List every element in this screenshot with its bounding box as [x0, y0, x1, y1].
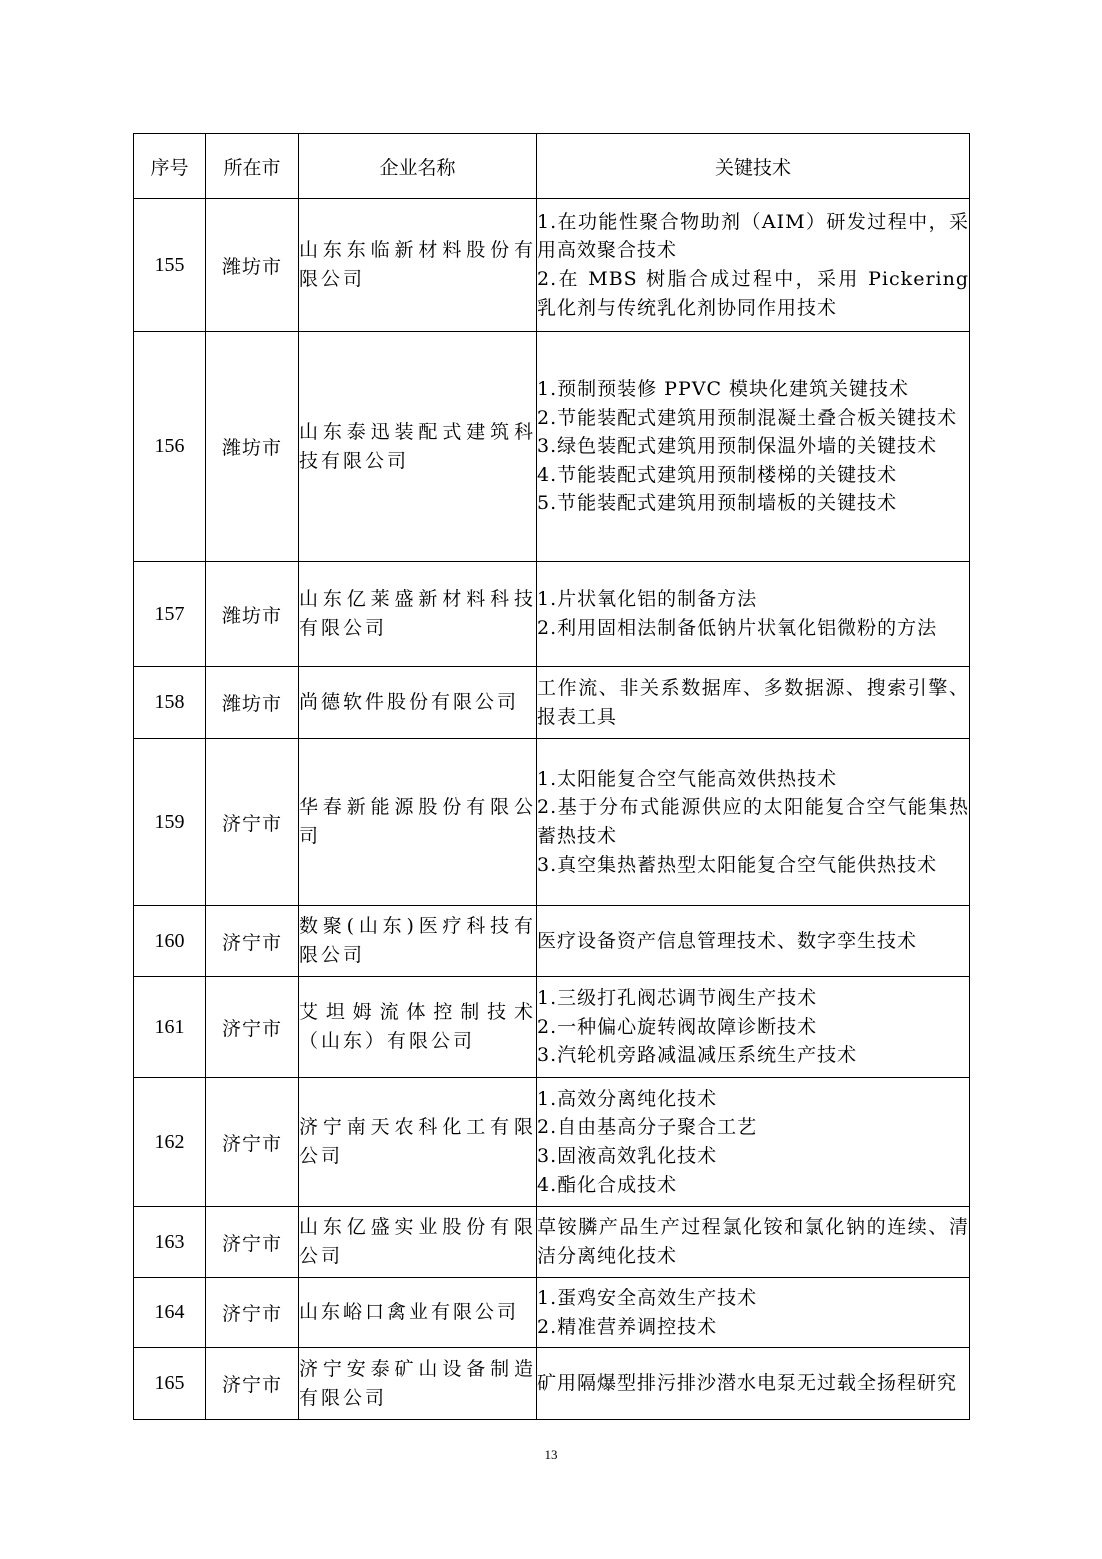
- technology-item: 草铵膦产品生产过程氯化铵和氯化钠的连续、清洁分离纯化技术: [537, 1216, 969, 1267]
- company-name-cell: 山东亿莱盛新材料科技有限公司: [299, 562, 537, 667]
- table-row: [134, 739, 970, 906]
- table-row: [134, 1078, 970, 1207]
- key-technology-table: [133, 133, 970, 1420]
- technology-item: 4.节能装配式建筑用预制楼梯的关键技术: [537, 463, 898, 486]
- city-cell: 潍坊市: [206, 199, 299, 332]
- key-technology-cell: [537, 562, 970, 667]
- technology-item: 矿用隔爆型排污排沙潜水电泵无过载全扬程研究: [537, 1372, 958, 1395]
- technology-item: 2.节能装配式建筑用预制混凝土叠合板关键技术: [537, 406, 958, 429]
- technology-item: 5.节能装配式建筑用预制墙板的关键技术: [537, 492, 898, 515]
- key-technology-cell: [537, 977, 970, 1078]
- city-cell: 济宁市: [206, 1078, 299, 1207]
- technology-item: 医疗设备资产信息管理技术、数字孪生技术: [537, 929, 918, 952]
- technology-item: 1.片状氧化铝的制备方法: [537, 588, 758, 611]
- table-row: [134, 1278, 970, 1348]
- serial-number-cell: 158: [134, 667, 206, 739]
- city-cell: 济宁市: [206, 977, 299, 1078]
- city-cell: 济宁市: [206, 1348, 299, 1420]
- serial-number-cell: 162: [134, 1078, 206, 1207]
- technology-item: 3.真空集热蓄热型太阳能复合空气能供热技术: [537, 853, 938, 876]
- technology-item: 2.精准营养调控技术: [537, 1315, 718, 1338]
- table-row: [134, 332, 970, 562]
- technology-item: 1.三级打孔阀芯调节阀生产技术: [537, 987, 818, 1010]
- company-name-cell: 山东亿盛实业股份有限公司: [299, 1207, 537, 1278]
- table-row: [134, 1207, 970, 1278]
- technology-item: 2.自由基高分子聚合工艺: [537, 1116, 758, 1139]
- table-header-row: [134, 134, 970, 199]
- serial-number-cell: 165: [134, 1348, 206, 1420]
- table-body: [134, 199, 970, 1420]
- header-serial-number: 序号: [134, 134, 206, 199]
- city-cell: 潍坊市: [206, 332, 299, 562]
- table-row: [134, 977, 970, 1078]
- technology-item: 1.预制预装修 PPVC 模块化建筑关键技术: [537, 378, 910, 401]
- header-city: 所在市: [206, 134, 299, 199]
- key-technology-cell: [537, 1278, 970, 1348]
- serial-number-cell: 160: [134, 906, 206, 977]
- key-technology-cell: [537, 906, 970, 977]
- technology-item: 1.蛋鸡安全高效生产技术: [537, 1286, 758, 1309]
- table-row: [134, 199, 970, 332]
- key-technology-cell: [537, 332, 970, 562]
- serial-number-cell: 157: [134, 562, 206, 667]
- technology-item: 1.太阳能复合空气能高效供热技术: [537, 767, 838, 790]
- company-name-cell: 山东峪口禽业有限公司: [299, 1278, 537, 1348]
- company-name-cell: 数聚(山东)医疗科技有限公司: [299, 906, 537, 977]
- technology-item: 3.固液高效乳化技术: [537, 1145, 718, 1167]
- city-cell: 济宁市: [206, 1207, 299, 1278]
- page-number: 13: [544, 1447, 558, 1462]
- company-name-cell: 山东东临新材料股份有限公司: [299, 199, 537, 332]
- key-technology-cell: [537, 1078, 970, 1207]
- company-name-cell: 山东泰迅装配式建筑科技有限公司: [299, 332, 537, 562]
- technology-item: 2.利用固相法制备低钠片状氧化铝微粉的方法: [537, 617, 938, 639]
- header-company-name: 企业名称: [299, 134, 537, 199]
- city-cell: 潍坊市: [206, 562, 299, 667]
- serial-number-cell: 164: [134, 1278, 206, 1348]
- technology-item: 2.一种偏心旋转阀故障诊断技术: [537, 1015, 818, 1038]
- key-technology-cell: [537, 199, 970, 332]
- company-name-cell: 华春新能源股份有限公司: [299, 739, 537, 906]
- city-cell: 济宁市: [206, 906, 299, 977]
- company-name-cell: 济宁安泰矿山设备制造有限公司: [299, 1348, 537, 1420]
- technology-item: 2.在 MBS 树脂合成过程中，采用 Pickering 乳化剂与传统乳化剂协同作用技术: [537, 268, 969, 319]
- table-row: [134, 667, 970, 739]
- technology-item: 2.基于分布式能源供应的太阳能复合空气能集热蓄热技术: [537, 796, 969, 847]
- table-row: [134, 1348, 970, 1420]
- technology-item: 3.绿色装配式建筑用预制保温外墙的关键技术: [537, 435, 938, 458]
- technology-item: 3.汽轮机旁路减温减压系统生产技术: [537, 1044, 858, 1067]
- serial-number-cell: 163: [134, 1207, 206, 1278]
- table-row: [134, 906, 970, 977]
- serial-number-cell: 161: [134, 977, 206, 1078]
- technology-item: 1.高效分离纯化技术: [537, 1087, 718, 1110]
- city-cell: 济宁市: [206, 739, 299, 906]
- serial-number-cell: 155: [134, 199, 206, 332]
- header-key-technology: 关键技术: [537, 134, 970, 199]
- city-cell: 潍坊市: [206, 667, 299, 739]
- company-name-cell: 艾坦姆流体控制技术（山东）有限公司: [299, 977, 537, 1078]
- table-row: [134, 562, 970, 667]
- company-name-cell: 济宁南天农科化工有限公司: [299, 1078, 537, 1207]
- key-technology-cell: [537, 1207, 970, 1278]
- key-technology-cell: [537, 1348, 970, 1420]
- key-technology-cell: [537, 739, 970, 906]
- serial-number-cell: 156: [134, 332, 206, 562]
- serial-number-cell: 159: [134, 739, 206, 906]
- technology-item: 工作流、非关系数据库、多数据源、搜索引擎、报表工具: [537, 676, 969, 728]
- city-cell: 济宁市: [206, 1278, 299, 1348]
- technology-item: 4.酯化合成技术: [537, 1173, 678, 1196]
- technology-item: 1.在功能性聚合物助剂（AIM）研发过程中，采用高效聚合技术: [537, 210, 969, 262]
- company-name-cell: 尚德软件股份有限公司: [299, 667, 537, 739]
- key-technology-cell: [537, 667, 970, 739]
